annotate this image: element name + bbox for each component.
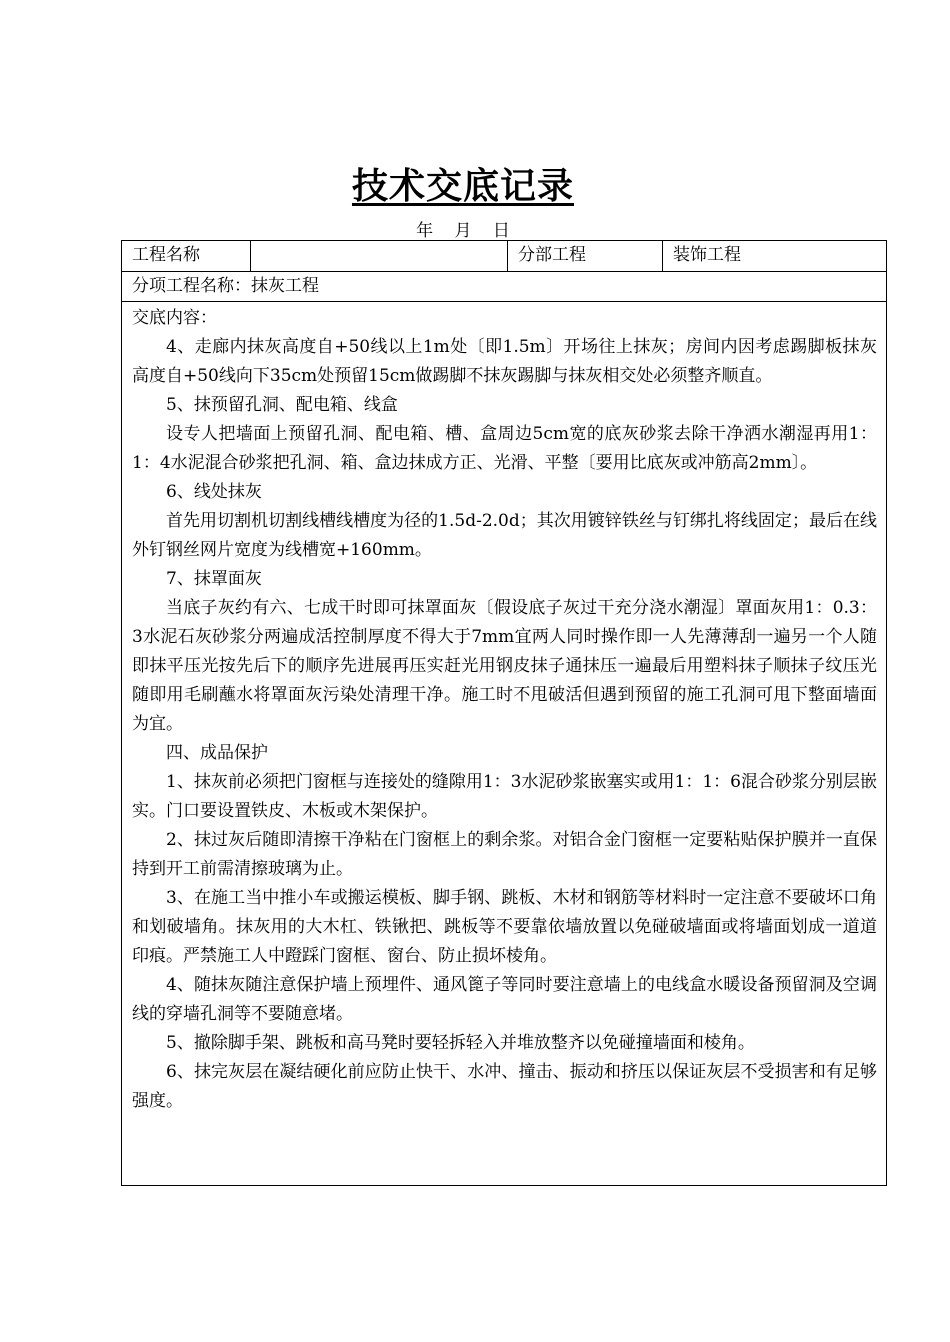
date-year: 年	[416, 221, 434, 241]
header-row	[122, 241, 886, 272]
division-label: 分部工程	[508, 241, 663, 271]
date-day: 日	[492, 221, 510, 241]
content-paragraph: 5、撤除脚手架、跳板和高马凳时要轻拆轻入并堆放整齐以免碰撞墙面和棱角。	[166, 1033, 755, 1053]
content-paragraph: 5、抹预留孔洞、配电箱、线盒	[166, 395, 398, 415]
content-label: 交底内容：	[132, 308, 217, 328]
subitem-row: 分项工程名称：抹灰工程	[122, 272, 886, 302]
content-paragraph: 7、抹罩面灰	[166, 569, 262, 589]
date-month: 月	[454, 221, 472, 241]
disclosure-content	[122, 302, 886, 1116]
date-line	[0, 216, 926, 241]
content-paragraph: 4、走廊内抹灰高度自+50线以上1m处〔即1.5m〕开场往上抹灰；房间内因考虑踢脚板抹灰高度自+50线向下35cm处预留15cm做踢脚不抹灰踢脚与抹灰相交处必须整齐顺直。	[132, 337, 877, 386]
content-paragraph: 3、在施工当中推小车或搬运模板、脚手钢、跳板、木材和钢筋等材料时一定注意不要破坏口角和划破墙角。抹灰用的大木杠、铁锹把、跳板等不要靠依墙放置以免碰破墙面或将墙面划成一道道印痕。严禁施工人中蹬踩门窗框、窗台、防止损坏棱角。	[132, 888, 877, 966]
content-paragraph: 1、抹灰前必须把门窗框与连接处的缝隙用1：3水泥砂浆嵌塞实或用1：1：6混合砂浆分别层嵌实。门口要设置铁皮、木板或木架保护。	[132, 772, 877, 821]
content-paragraph: 6、线处抹灰	[166, 482, 262, 502]
disclosure-table	[121, 240, 887, 1186]
content-paragraph: 当底子灰约有六、七成干时即可抹罩面灰〔假设底子灰过干充分浇水潮湿〕罩面灰用1：0.3：3水泥石灰砂浆分两遍成活控制厚度不得大于7mm宜两人同时操作即一人先薄薄刮一遍另一个人随即抹平压光按先后下的顺序先进展再压实赶光用钢皮抹子通抹压一遍最后用塑料抹子顺抹子纹压光随即用毛刷蘸水将罩面灰污染处清理干净。施工时不甩破活但遇到预留的施工孔洞可甩下整面墙面为宜。	[132, 598, 877, 734]
project-name-value	[251, 241, 508, 271]
content-paragraph: 2、抹过灰后随即清擦干净粘在门窗框上的剩余浆。对铝合金门窗框一定要粘贴保护膜并一直保持到开工前需清擦玻璃为止。	[132, 830, 877, 879]
document-title: 技术交底记录	[351, 165, 574, 207]
content-paragraph: 6、抹完灰层在凝结硬化前应防止快干、水冲、撞击、振动和挤压以保证灰层不受损害和有足够强度。	[132, 1062, 877, 1111]
content-paragraph: 首先用切割机切割线槽线槽度为径的1.5d-2.0d；其次用镀锌铁丝与钉绑扎将线固定；最后在线外钉钢丝网片宽度为线槽宽+160mm。	[132, 511, 877, 560]
content-paragraph: 4、随抹灰随注意保护墙上预埋件、通风篦子等同时要注意墙上的电线盒水暖设备预留洞及空调线的穿墙孔洞等不要随意堵。	[132, 975, 877, 1024]
project-name-label: 工程名称	[122, 241, 251, 271]
content-paragraph: 设专人把墙面上预留孔洞、配电箱、槽、盒周边5cm宽的底灰砂浆去除干净洒水潮湿再用1：1：4水泥混合砂浆把孔洞、箱、盒边抹成方正、光滑、平整〔要用比底灰或冲筋高2mm〕。	[132, 424, 877, 473]
content-paragraph: 四、成品保护	[166, 743, 268, 763]
division-value: 装饰工程	[673, 245, 741, 265]
